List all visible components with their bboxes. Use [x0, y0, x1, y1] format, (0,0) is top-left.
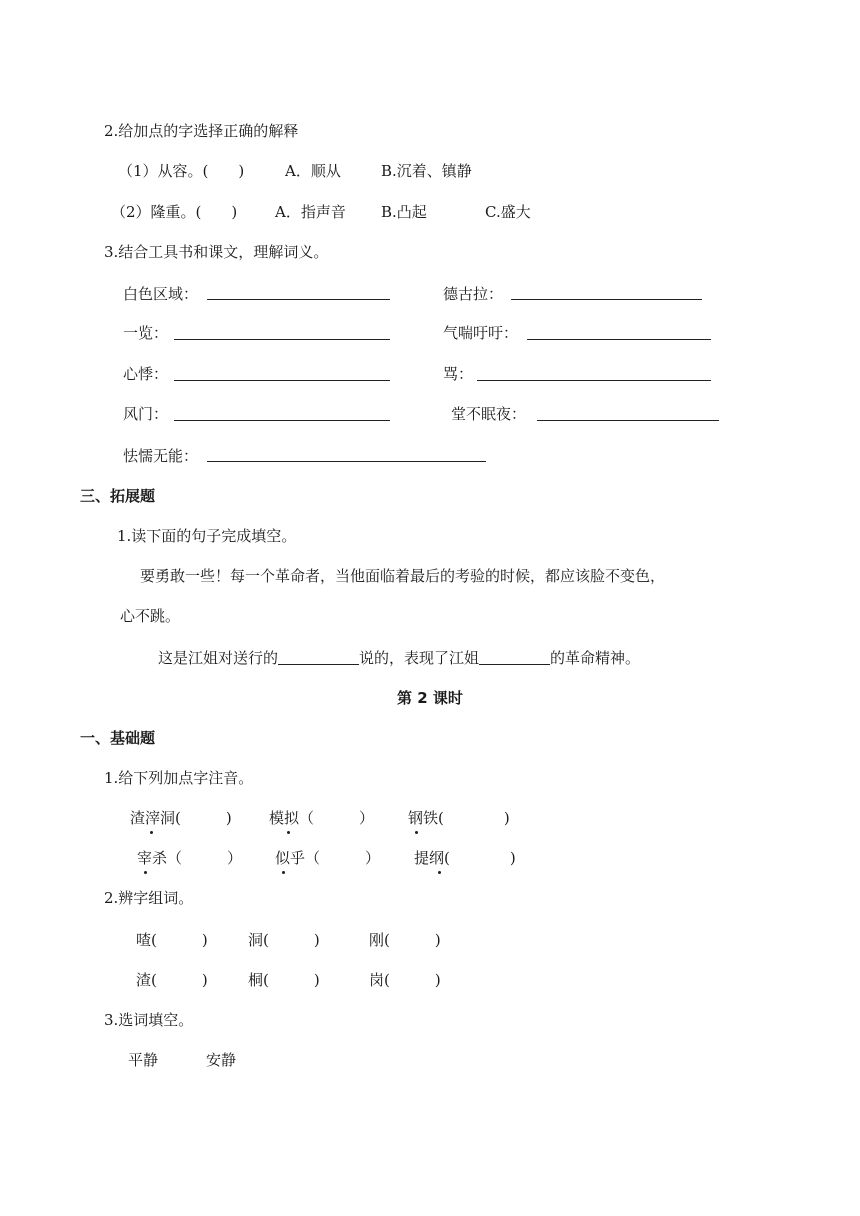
l2-q1-title: 1.给下列加点字注音。 — [104, 769, 254, 787]
answer-blank[interactable] — [207, 461, 486, 462]
emphasis-dot — [282, 871, 285, 874]
fill-blank[interactable] — [479, 650, 550, 665]
emphasis-dot — [438, 871, 441, 874]
pinyin-item: 渣滓洞( ) — [130, 809, 232, 827]
quote-line-2: 心不跳。 — [120, 607, 181, 625]
emphasis-dot — [144, 871, 147, 874]
emphasis-dot — [415, 831, 418, 834]
section-heading: 三、拓展题 — [80, 487, 156, 505]
term-label: 风门： — [123, 405, 169, 423]
answer-blank[interactable] — [527, 339, 711, 340]
q2-item1-option-a: A．顺从 — [285, 162, 341, 180]
answer-blank[interactable] — [511, 299, 702, 300]
section-heading: 一、基础题 — [80, 729, 156, 747]
q2-item2-label: （2）隆重。( ) — [111, 203, 238, 221]
term-label: 一览： — [123, 324, 169, 342]
q2-item1-option-b: B.沉着、镇静 — [381, 162, 472, 180]
l2-q2-title: 2.辨字组词。 — [104, 889, 194, 907]
fill-blank[interactable] — [278, 650, 359, 665]
term-label: 心悸： — [123, 365, 169, 383]
q2-item2-option-a: A．指声音 — [275, 203, 346, 221]
q2-item2-option-b: B.凸起 — [381, 203, 427, 221]
answer-blank[interactable] — [174, 339, 390, 340]
word-item: 洞( ) — [248, 931, 320, 949]
answer-blank[interactable] — [537, 420, 719, 421]
s3-q1-title: 1.读下面的句子完成填空。 — [117, 527, 297, 545]
answer-blank[interactable] — [174, 420, 390, 421]
answer-blank[interactable] — [207, 299, 390, 300]
word-item: 喳( ) — [136, 931, 208, 949]
quote-line-1: 要勇敢一些！每一个革命者，当他面临着最后的考验的时候，都应该脸不变色， — [140, 567, 666, 585]
word-item: 岗( ) — [369, 971, 441, 989]
fill-text: 的革命精神。 — [550, 649, 641, 667]
emphasis-dot — [287, 831, 290, 834]
q3-title: 3.结合工具书和课文，理解词义。 — [104, 243, 329, 261]
l2-q3-title: 3.选词填空。 — [104, 1011, 194, 1029]
word-choice: 安静 — [206, 1051, 237, 1069]
pinyin-item: 宰杀（ ） — [137, 849, 243, 867]
pinyin-item: 提纲( ) — [414, 849, 516, 867]
term-label: 白色区域： — [123, 285, 199, 303]
word-item: 刚( ) — [369, 931, 441, 949]
pinyin-item: 似乎（ ） — [275, 849, 381, 867]
q2-item2-option-c: C.盛大 — [485, 203, 531, 221]
term-label: 气喘吁吁： — [443, 324, 519, 342]
term-label: 德古拉： — [443, 285, 504, 303]
term-label: 怯懦无能： — [123, 447, 199, 465]
word-choice: 平静 — [128, 1051, 159, 1069]
answer-blank[interactable] — [477, 380, 711, 381]
fill-text: 说的，表现了江姐 — [359, 649, 480, 667]
lesson-title: 第 2 课时 — [397, 689, 463, 707]
word-item: 桐( ) — [248, 971, 320, 989]
fill-text: 这是江姐对送行的 — [158, 649, 279, 667]
q2-title: 2.给加点的字选择正确的解释 — [104, 122, 299, 140]
term-label: 堂不眠夜： — [451, 405, 527, 423]
fill-in-sentence — [158, 648, 640, 668]
word-item: 渣( ) — [136, 971, 208, 989]
term-label: 骂： — [443, 365, 474, 383]
q2-item1-label: （1）从容。( ) — [118, 162, 245, 180]
answer-blank[interactable] — [174, 380, 390, 381]
pinyin-item: 模拟（ ） — [269, 809, 375, 827]
emphasis-dot — [150, 831, 153, 834]
pinyin-item: 钢铁( ) — [408, 809, 510, 827]
